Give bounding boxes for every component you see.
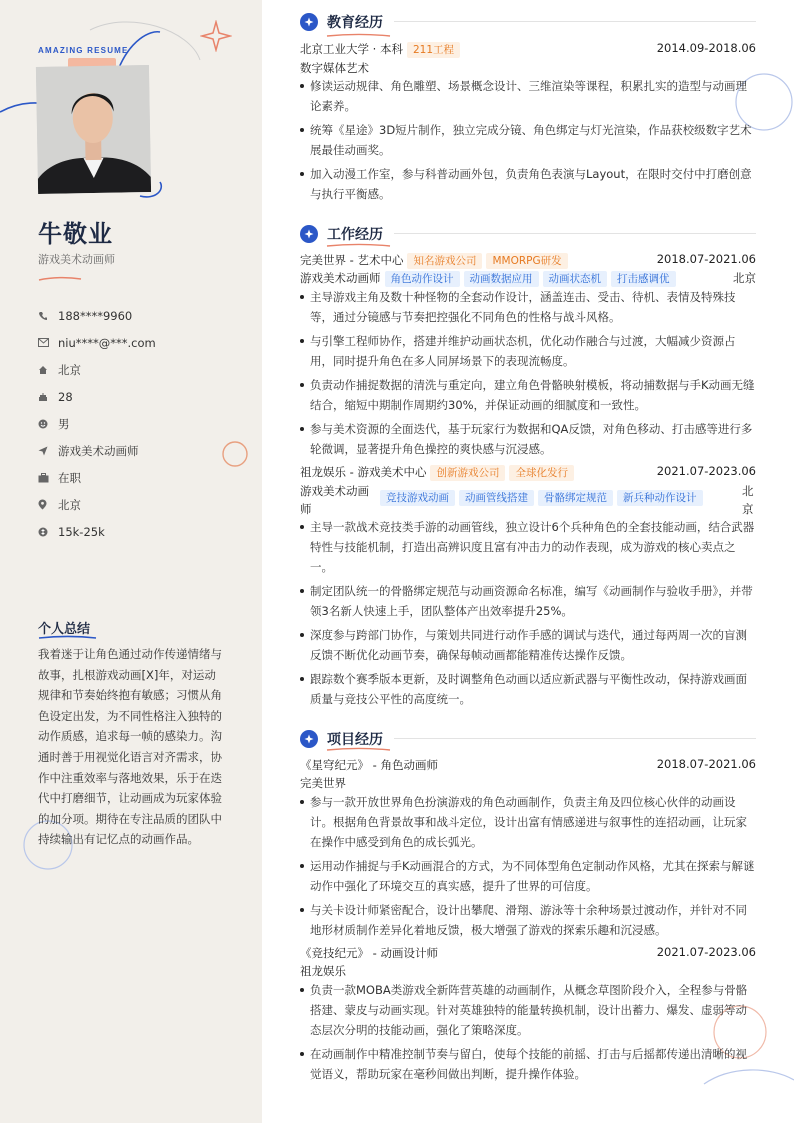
education-header <box>300 12 383 32</box>
list-item: 运用动作捕捉与手K动画混合的方式，为不同体型角色定制动作风格，尤其在探索与解谜动作中强化了环境交互的真实感，提升了世界的可信度。 <box>300 856 756 896</box>
info-text: 188****9960 <box>58 308 133 323</box>
info-phone <box>38 302 156 329</box>
list-item: 加入动漫工作室，参与科普动画外包，负责角色表演与Layout，在限时交付中打磨创意与执行平衡感。 <box>300 164 756 204</box>
profile-photo <box>36 65 151 194</box>
info-text: 游戏美术动画师 <box>58 443 139 458</box>
list-item: 深度参与跨部门协作，与策划共同进行动作手感的调试与迭代，通过每两周一次的盲测反馈不断优化动画节奏，确保每帧动画都能精准传达操作反馈。 <box>300 625 756 665</box>
company-tag: 全球化发行 <box>509 465 574 481</box>
list-item: 在动画制作中精准控制节奏与留白，使每个技能的前摇、打击与后摇都传递出清晰的视觉语义，帮助玩家在毫秒间做出判断，提升操作体验。 <box>300 1044 756 1084</box>
school-name: 北京工业大学 · 本科 <box>300 42 403 56</box>
company-name: 完美世界 - 艺术中心 <box>300 253 404 267</box>
list-item: 统筹《星途》3D短片制作，独立完成分镜、角色绑定与灯光渲染，作品获校级数字艺术展最佳动画奖。 <box>300 120 756 160</box>
list-item: 修读运动规律、角色雕塑、场景概念设计、三维渲染等课程，积累扎实的造型与动画理论素养。 <box>300 76 756 116</box>
brand-label: AMAZING RESUME <box>38 46 129 55</box>
section-divider <box>394 233 756 234</box>
star-icon <box>300 730 318 748</box>
info-city <box>38 356 156 383</box>
school-tag: 211工程 <box>407 42 460 58</box>
job-period: 2018.07-2021.06 <box>656 252 756 266</box>
skill-tag: 骨骼绑定规范 <box>538 490 613 506</box>
star-icon <box>300 225 318 243</box>
work-header <box>300 224 383 244</box>
phone-icon <box>38 311 58 321</box>
project-name: 《竞技纪元》 - 动画设计师 <box>300 946 438 960</box>
education-row <box>300 41 756 58</box>
project-row <box>300 945 756 961</box>
list-item: 与关卡设计师紧密配合，设计出攀爬、滑翔、游泳等十余种场景过渡动作，并针对不同地形材质制作差异化着地反馈，极大增强了游戏的探索乐趣和沉浸感。 <box>300 900 756 940</box>
info-text: 15k-25k <box>58 524 105 539</box>
job-company-row <box>300 464 756 481</box>
list-item: 参与一款开放世界角色扮演游戏的角色动画制作，负责主角及四位核心伙伴的动画设计。根据角色背景故事和战斗定位，设计出富有情感递进与叙事性的连招动画，让玩家在操作中感受到角色的成长弧光。 <box>300 792 756 852</box>
project-period: 2021.07-2023.06 <box>656 945 756 959</box>
location-pin-icon <box>38 499 58 510</box>
education-bullets <box>300 76 756 208</box>
project-period: 2018.07-2021.06 <box>656 757 756 771</box>
person-role: 游戏美术动画师 <box>38 253 115 266</box>
info-gender <box>38 410 156 437</box>
education-period: 2014.09-2018.06 <box>656 41 756 55</box>
sidebar <box>0 0 262 1123</box>
info-text: 28 <box>58 389 73 404</box>
list-item: 跟踪数个赛季版本更新，及时调整角色动画以适应新武器与平衡性改动，保持游戏画面质量与竞技公平性的高度统一。 <box>300 669 756 709</box>
company-tag: 知名游戏公司 <box>407 253 482 269</box>
project-company: 完美世界 <box>300 776 346 790</box>
projects-header <box>300 729 383 749</box>
info-age <box>38 383 156 410</box>
job-city: 北京 <box>742 484 754 516</box>
job-bullets <box>300 517 756 713</box>
skill-tag: 新兵种动作设计 <box>617 490 703 506</box>
job-position-row <box>300 482 756 518</box>
list-item: 与引擎工程师协作，搭建并维护动画状态机，优化动作融合与过渡，大幅减少资源占用，同时提升角色在多人同屏场景下的表现流畅度。 <box>300 331 756 371</box>
project-row <box>300 757 756 773</box>
summary-text: 我着迷于让角色通过动作传递情绪与故事，扎根游戏动画[X]年，对运动规律和节奏始终抱有敏感；习惯从角色设定出发，为不同性格注入独特的动作质感，追求每一帧的感染力。沟通时善于用视觉化语言对齐需求，协作中注重效率与落地效果，乐于在迭代中打磨细节，让动画成为玩家体验的加分项。期待在专注品质的团队中持续输出有记忆点的动画作品。 <box>38 647 222 847</box>
cake-icon <box>38 392 58 402</box>
info-target-role <box>38 437 156 464</box>
sparkle-icon <box>200 20 232 52</box>
education-major: 数字媒体艺术 <box>300 61 369 75</box>
job-period: 2021.07-2023.06 <box>656 464 756 478</box>
contact-info-list <box>38 302 156 545</box>
section-underline <box>326 33 392 39</box>
job-bullets <box>300 287 756 463</box>
smile-icon <box>38 419 58 429</box>
info-text: 在职 <box>58 470 81 485</box>
company-name: 祖龙娱乐 - 游戏美术中心 <box>300 465 427 479</box>
job-position: 游戏美术动画师 <box>300 271 381 285</box>
home-icon <box>38 365 58 375</box>
section-divider <box>394 738 756 739</box>
section-title: 教育经历 <box>327 15 383 31</box>
project-bullets <box>300 980 756 1088</box>
list-item: 负责动作捕捉数据的清洗与重定向，建立角色骨骼映射模板，将动捕数据与手K动画无缝结合，缩短中期制作周期约30%，并保证动画的细腻度和一致性。 <box>300 375 756 415</box>
name-underline <box>38 276 82 282</box>
list-item: 主导一款战术竞技类手游的动画管线，独立设计6个兵种角色的全套技能动画，结合武器特性与技能机制，打造出高辨识度且富有冲击力的动作表现，成为游戏的核心卖点之一。 <box>300 517 756 577</box>
section-divider <box>394 21 756 22</box>
mail-icon <box>38 338 58 347</box>
project-company: 祖龙娱乐 <box>300 964 346 978</box>
list-item: 负责一款MOBA类游戏全新阵营英雄的动画制作，从概念草图阶段介入，全程参与骨骼搭建、蒙皮与动画实现。针对英雄独特的能量转换机制，设计出蓄力、爆发、虚弱等动态层次分明的技能动画，强化了策略深度。 <box>300 980 756 1040</box>
person-name: 牛敬业 <box>38 220 113 248</box>
job-company-row <box>300 252 756 269</box>
job-position: 游戏美术动画师 <box>300 484 369 516</box>
job-city: 北京 <box>733 271 756 285</box>
summary-title: 个人总结 <box>38 622 91 637</box>
skill-tag: 角色动作设计 <box>385 271 460 287</box>
info-email <box>38 329 156 356</box>
list-item: 主导游戏主角及数十种怪物的全套动作设计，涵盖连击、受击、待机、表情及特殊技等，通过分镜感与节奏把控强化不同角色的性格与战斗风格。 <box>300 287 756 327</box>
section-title: 项目经历 <box>327 732 383 748</box>
salary-icon <box>38 527 58 537</box>
send-icon <box>38 446 58 456</box>
project-bullets <box>300 792 756 944</box>
info-location <box>38 491 156 518</box>
skill-tag: 动画状态机 <box>543 271 608 287</box>
skill-tag: 动画管线搭建 <box>459 490 534 506</box>
job-position-row <box>300 270 756 287</box>
info-text: niu****@***.com <box>58 335 156 350</box>
skill-tag: 动画数据应用 <box>464 271 539 287</box>
decorative-circle <box>220 440 250 470</box>
info-salary <box>38 518 156 545</box>
list-item: 制定团队统一的骨骼绑定规范与动画资源命名标准，编写《动画制作与验收手册》，并带领3名新人快速上手，团队整体产出效率提升25%。 <box>300 581 756 621</box>
star-icon <box>300 13 318 31</box>
info-text: 男 <box>58 416 70 431</box>
skill-tag: 打击感调优 <box>611 271 676 287</box>
list-item: 参与美术资源的全面迭代，基于玩家行为数据和QA反馈，对角色移动、打击感等进行多轮微调，显著提升角色操控的爽快感与沉浸感。 <box>300 419 756 459</box>
company-tag: MMORPG研发 <box>486 253 567 269</box>
company-tag: 创新游戏公司 <box>430 465 505 481</box>
info-text: 北京 <box>58 497 81 512</box>
skill-tag: 竞技游戏动画 <box>380 490 455 506</box>
project-name: 《星穹纪元》 - 角色动画师 <box>300 758 438 772</box>
section-title: 工作经历 <box>327 227 383 243</box>
info-text: 北京 <box>58 362 81 377</box>
info-status <box>38 464 156 491</box>
briefcase-icon <box>38 473 58 483</box>
